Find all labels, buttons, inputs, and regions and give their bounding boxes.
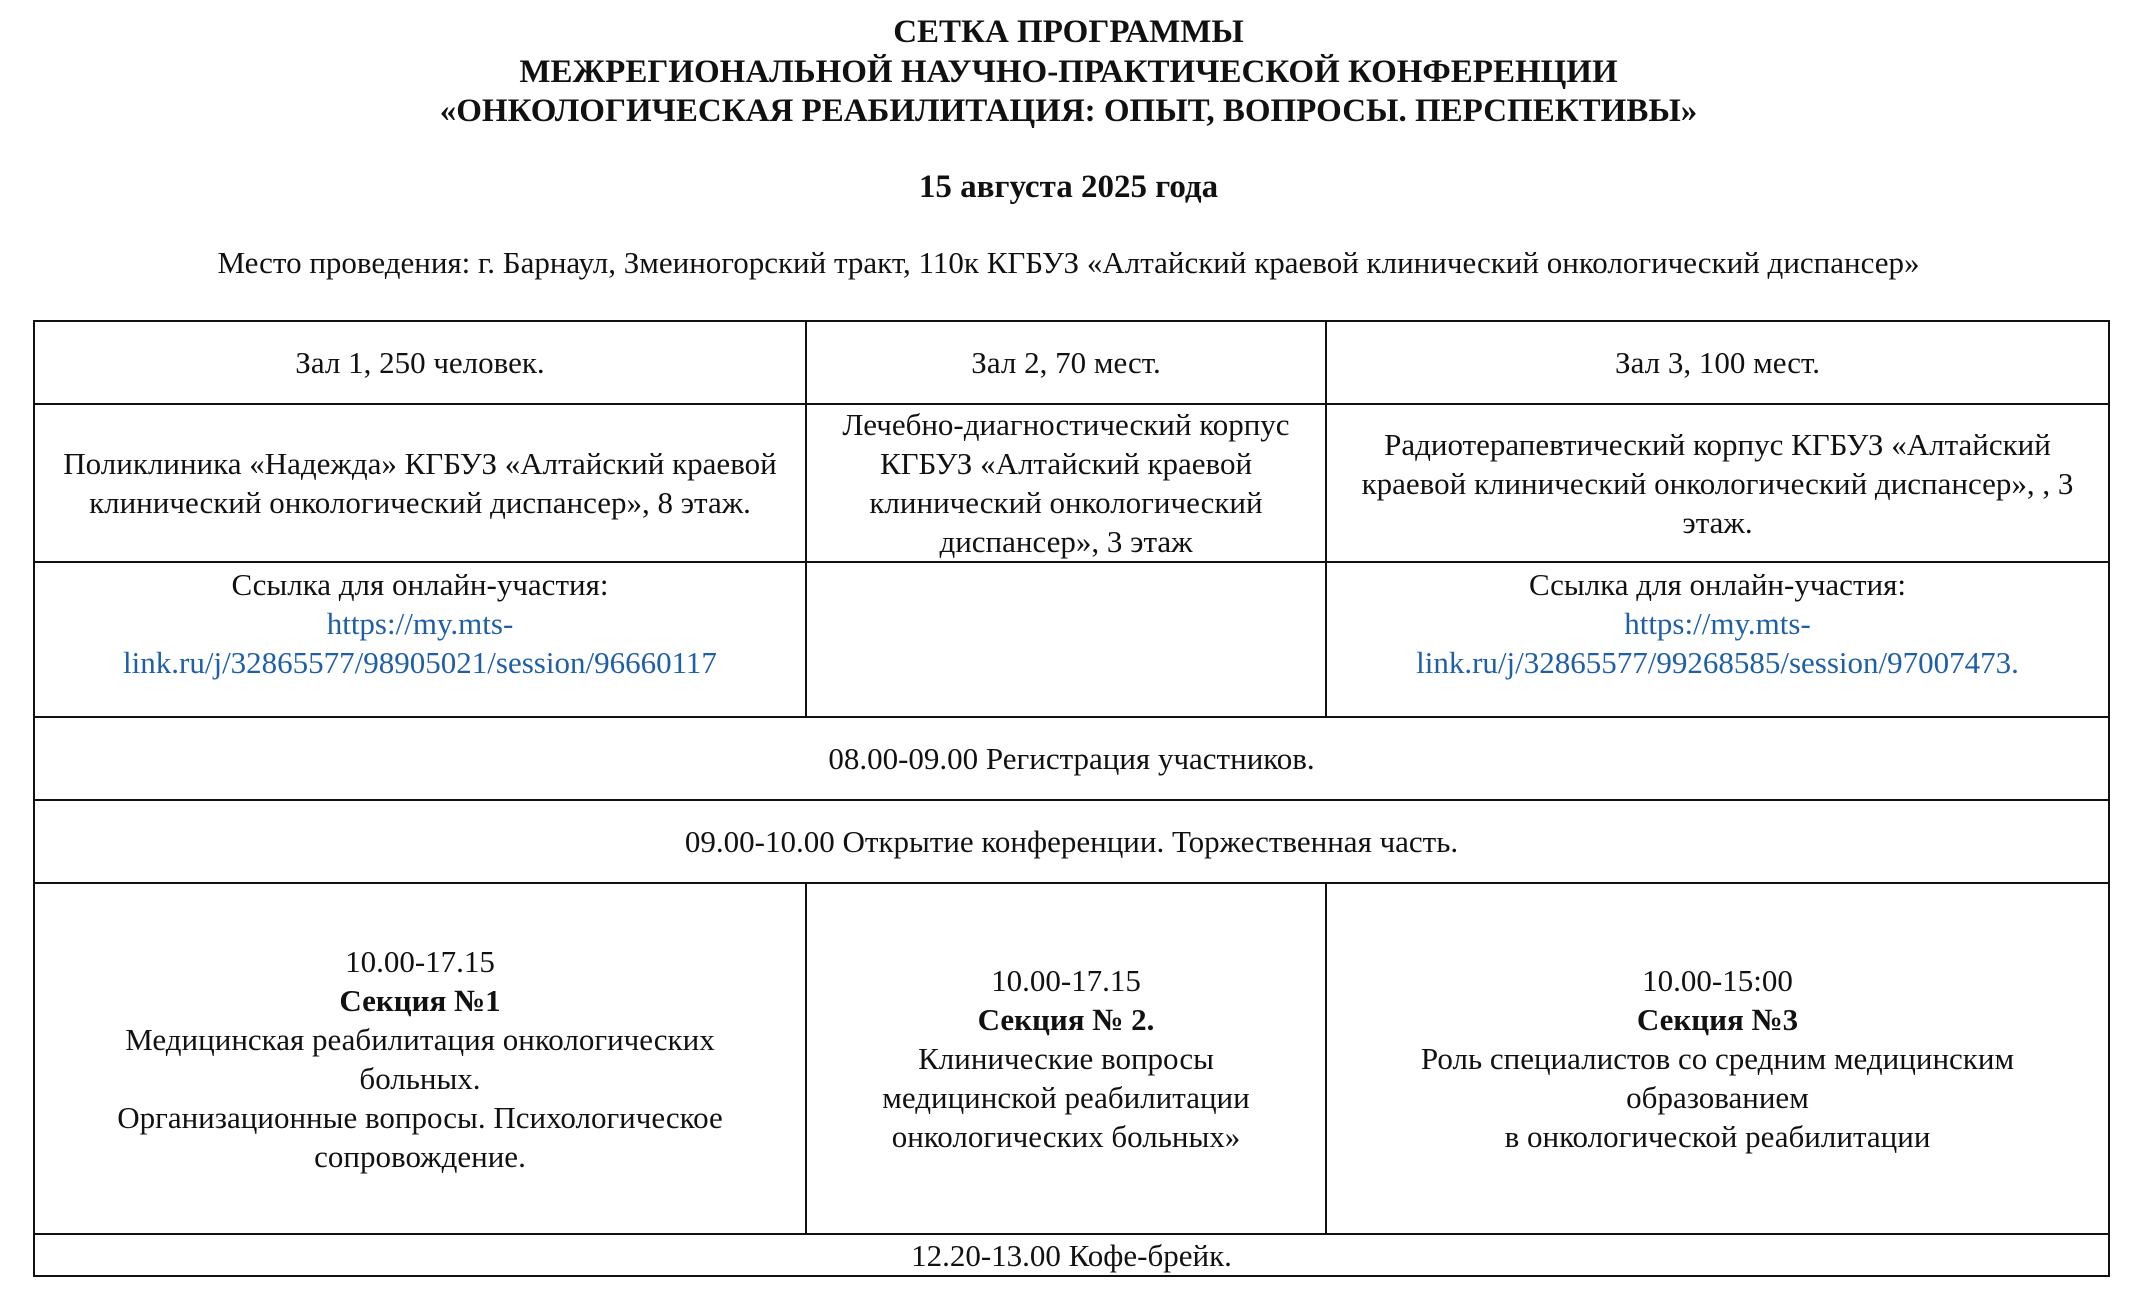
section-2-cell — [806, 883, 1326, 1234]
title-line-1: СЕТКА ПРОГРАММЫ — [893, 14, 1244, 50]
halls-location-row — [34, 404, 2109, 562]
section-2-time: 10.00-17.15 — [991, 963, 1141, 998]
program-grid — [33, 320, 2110, 1277]
hall-3-link-label: Ссылка для онлайн-участия: — [1529, 567, 1906, 602]
sections-row — [34, 883, 2109, 1234]
hall-3-location-text: Радиотерапевтический корпус КГБУЗ «Алтайский краевой клинический онкологический диспансер», , 3 этаж. — [1361, 426, 2074, 540]
registration-cell: 08.00-09.00 Регистрация участников. — [34, 717, 2109, 800]
section-1-desc-2: Организационные вопросы. Психологическое сопровождение. — [117, 1099, 723, 1174]
venue-text: Место проведения: г. Барнаул, Змеиногорский тракт, 110к КГБУЗ «Алтайский краевой клинический онкологический диспансер» — [217, 245, 1920, 280]
section-1-title: Секция №1 — [339, 982, 501, 1018]
hall-2-online — [806, 562, 1326, 717]
registration-row — [34, 717, 2109, 800]
hall-1-online-link-part2[interactable]: link.ru/j/32865577/98905021/session/96660117 — [123, 645, 717, 680]
conference-date: 15 августа 2025 года — [918, 169, 1219, 205]
hall-1-link-label: Ссылка для онлайн-участия: — [231, 567, 609, 602]
halls-header-row — [34, 321, 2109, 404]
hall-3-online — [1326, 562, 2109, 717]
coffee-break-cell: 12.20-13.00 Кофе-брейк. — [34, 1234, 2109, 1276]
title-line-2: МЕЖРЕГИОНАЛЬНОЙ НАУЧНО-ПРАКТИЧЕСКОЙ КОНФЕРЕНЦИИ — [519, 54, 1618, 90]
hall-1-location-text: Поликлиника «Надежда» КГБУЗ «Алтайский краевой клинический онкологический диспансер», 8 этаж. — [63, 446, 777, 520]
coffee-break-row — [34, 1234, 2109, 1276]
hall-3-online-link-part2[interactable]: link.ru/j/32865577/99268585/session/97007473. — [1416, 645, 2019, 680]
opening-row — [34, 800, 2109, 883]
hall-2-location — [806, 404, 1326, 562]
section-1-desc-1: Медицинская реабилитация онкологических больных. — [125, 1021, 715, 1096]
section-3-desc-2: в онкологической реабилитации — [1504, 1119, 1931, 1154]
section-3-cell — [1326, 883, 2109, 1234]
hall-1-location — [34, 404, 806, 562]
online-links-row — [34, 562, 2109, 717]
opening-cell: 09.00-10.00 Открытие конференции. Торжественная часть. — [34, 800, 2109, 883]
section-3-desc-1: Роль специалистов со средним медицинским образованием — [1420, 1041, 2015, 1115]
hall-2-name: Зал 2, 70 мест. — [806, 321, 1326, 404]
hall-1-name: Зал 1, 250 человек. — [34, 321, 806, 404]
hall-2-location-text: Лечебно-диагностический корпус КГБУЗ «Алтайский краевой клинический онкологический диспансер», 3 этаж — [842, 407, 1290, 559]
hall-3-online-link-part1[interactable]: https://my.mts- — [1624, 606, 1811, 641]
section-3-time: 10.00-15:00 — [1642, 963, 1793, 998]
hall-3-name: Зал 3, 100 мест. — [1326, 321, 2109, 404]
section-2-title: Секция № 2. — [977, 1002, 1155, 1037]
hall-1-online-link-part1[interactable]: https://my.mts- — [326, 606, 514, 641]
section-3-title: Секция №3 — [1636, 1002, 1799, 1037]
title-line-3: «ОНКОЛОГИЧЕСКАЯ РЕАБИЛИТАЦИЯ: ОПЫТ, ВОПРОСЫ. ПЕРСПЕКТИВЫ» — [439, 93, 1698, 129]
section-1-time: 10.00-17.15 — [345, 943, 495, 979]
section-2-desc-1: Клинические вопросы медицинской реабилитации онкологических больных» — [882, 1041, 1250, 1154]
hall-1-online — [34, 562, 806, 717]
section-1-cell — [34, 883, 806, 1234]
hall-3-location — [1326, 404, 2109, 562]
